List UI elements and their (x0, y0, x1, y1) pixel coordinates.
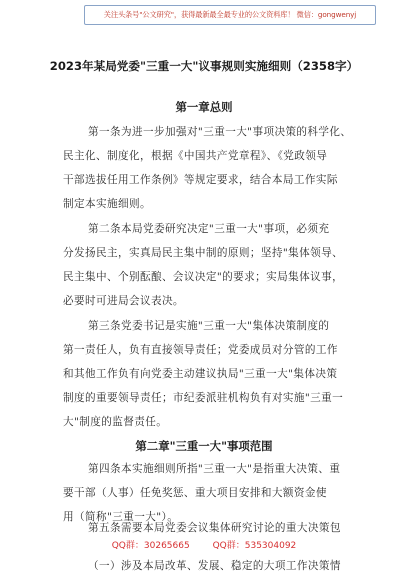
chapter-heading-2: 第二章"三重一大"事项范围 (135, 439, 273, 453)
paragraph-line: 第四条本实施细则所指"三重一大"是指重大决策、重 (88, 463, 341, 475)
paragraph-line: 大"制度的监督责任。 (63, 416, 168, 428)
chapter-heading-1: 第一章总则 (175, 100, 233, 114)
paragraph-line: 民主集中、个别酝酿、会议决定"的要求；实局集体议事， (63, 271, 344, 283)
paragraph-line: 第一条为进一步加强对"三重一大"事项决策的科学化、 (88, 126, 352, 138)
paragraph-line: 分发扬民主，实真局民主集中制的原则；坚持"集体领导、 (63, 247, 344, 259)
header-banner: 关注头条号"公文研究"，获得最新最全最专业的公文资料库！ 微信：gongwenyj (84, 5, 376, 25)
paragraph-line: 必要时可进局会议表决。 (63, 295, 184, 307)
paragraph-line: 第五条需要本局党委会议集体研究讨论的重大决策包 (88, 522, 341, 534)
qq-group-2: QQ群：535304092 (212, 541, 297, 551)
paragraph-line: 用（简称"三重一大"）。 (63, 511, 179, 523)
paragraph-line: 干部选拔任用工作条例》等规定要求，结合本局工作实际 (63, 174, 338, 186)
paragraph-line: （一）涉及本局改革、发展、稳定的大项工作决策情 (88, 560, 341, 572)
paragraph-line: 民主化、制度化，根据《中国共产党章程》、《党政领导 (63, 150, 328, 162)
paragraph-line: 第一责任人，负有直接领导责任；党委成员对分管的工作 (63, 344, 338, 356)
document-title: 2023年某局党委"三重一大"议事规则实施细则（2358字） (49, 59, 359, 73)
paragraph-line: 要干部（人事）任免奖惩、重大项目安排和大额资金使 (63, 487, 327, 499)
footer-contact (0, 538, 408, 551)
paragraph-line: 第三条党委书记是实施"三重一大"集体决策制度的 (88, 320, 330, 332)
paragraph-line: 制定本实施细则。 (63, 198, 151, 210)
qq-group-1: QQ群：30265665 (111, 541, 190, 551)
paragraph-line: 第二条本局党委研究决定"三重一大"事项，必须充 (88, 223, 330, 235)
paragraph-line: 制度的重要领导责任；市纪委派驻机构负有对实施"三重一 (63, 392, 344, 404)
paragraph-line: 和其他工作负有向党委主动建议执局"三重一大"集体决策 (63, 368, 338, 380)
